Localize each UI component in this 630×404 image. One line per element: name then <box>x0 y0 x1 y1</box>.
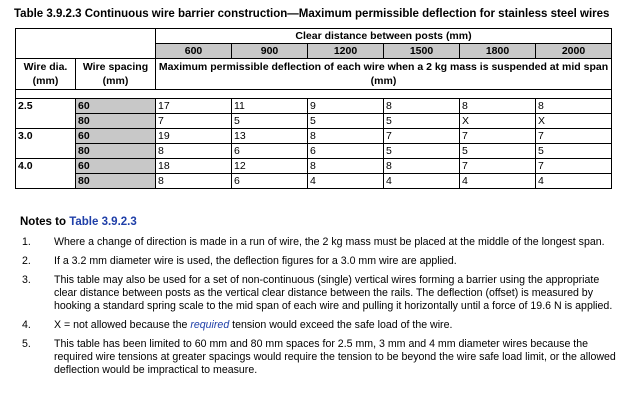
notes-title-prefix: Notes to <box>20 216 70 228</box>
note-text: This table has been limited to 60 mm and 80 mm spaces for 2.5 mm, 3 mm and 4 mm diameter wires because the required wire tensions at greater spacings would require the tension to be beyond the wire safe load limit, or the allowed deflection would be impractical to measure. <box>54 338 616 376</box>
distance-header: 600 <box>156 44 232 59</box>
spacing-cell: 60 <box>76 99 156 114</box>
value-cell: 13 <box>232 129 308 144</box>
wire-spacing-header: Wire spacing (mm) <box>76 59 156 90</box>
value-cell: 4 <box>536 174 612 189</box>
spacing-cell: 80 <box>76 114 156 129</box>
value-cell: 4 <box>384 174 460 189</box>
value-cell: 5 <box>384 144 460 159</box>
value-cell: 7 <box>384 129 460 144</box>
list-item <box>20 274 616 313</box>
value-cell: X <box>460 114 536 129</box>
note-text-before: X = not allowed because the <box>54 319 191 331</box>
value-cell: 8 <box>536 99 612 114</box>
list-item <box>20 338 616 377</box>
value-cell: 19 <box>156 129 232 144</box>
distance-header: 900 <box>232 44 308 59</box>
value-cell: 5 <box>536 144 612 159</box>
spacing-cell: 60 <box>76 159 156 174</box>
notes-list <box>20 236 616 383</box>
spacing-cell: 60 <box>76 129 156 144</box>
value-cell: 7 <box>460 129 536 144</box>
value-cell: 6 <box>232 144 308 159</box>
table-corner-lower <box>16 44 156 59</box>
value-cell: 5 <box>232 114 308 129</box>
value-cell: 5 <box>384 114 460 129</box>
clear-distance-header: Clear distance between posts (mm) <box>156 29 612 44</box>
value-cell: 8 <box>156 174 232 189</box>
distance-header: 1500 <box>384 44 460 59</box>
value-cell: 7 <box>536 129 612 144</box>
table-title: Table 3.9.2.3 Continuous wire barrier construction—Maximum permissible deflection for stainless steel wires <box>14 8 610 20</box>
note-number: 1. <box>22 236 31 248</box>
note-number: 2. <box>22 255 31 267</box>
required-emphasis: required <box>190 319 230 331</box>
value-cell: 7 <box>156 114 232 129</box>
value-cell: 7 <box>536 159 612 174</box>
wire-dia-cell: 3.0 <box>16 129 76 159</box>
value-cell: 8 <box>156 144 232 159</box>
value-cell: 18 <box>156 159 232 174</box>
spacer-row <box>16 90 612 99</box>
value-cell: 6 <box>232 174 308 189</box>
value-cell: 6 <box>308 144 384 159</box>
wire-dia-cell: 4.0 <box>16 159 76 189</box>
value-cell: 8 <box>384 159 460 174</box>
distance-header: 1200 <box>308 44 384 59</box>
note-number: 5. <box>22 338 31 350</box>
distance-header: 1800 <box>460 44 536 59</box>
max-deflection-header: Maximum permissible deflection of each wire when a 2 kg mass is suspended at mid span (mm) <box>156 59 612 90</box>
value-cell: 5 <box>308 114 384 129</box>
value-cell: 4 <box>460 174 536 189</box>
value-cell: 8 <box>384 99 460 114</box>
wire-dia-cell: 2.5 <box>16 99 76 129</box>
note-text-after: tension would exceed the safe load of the wire. <box>229 319 453 331</box>
value-cell: 9 <box>308 99 384 114</box>
note-text: Where a change of direction is made in a run of wire, the 2 kg mass must be placed at the middle of the longest span. <box>54 236 605 248</box>
table-corner <box>16 29 156 44</box>
wire-dia-header: Wire dia. (mm) <box>16 59 76 90</box>
list-item <box>20 255 616 268</box>
value-cell: 17 <box>156 99 232 114</box>
value-cell: 8 <box>308 159 384 174</box>
value-cell: 12 <box>232 159 308 174</box>
spacing-cell: 80 <box>76 144 156 159</box>
value-cell: 5 <box>460 144 536 159</box>
note-number: 3. <box>22 274 31 286</box>
note-number: 4. <box>22 319 31 331</box>
deflection-table <box>15 28 612 189</box>
list-item <box>20 236 616 249</box>
value-cell: 4 <box>308 174 384 189</box>
notes-title <box>20 216 137 228</box>
note-text <box>54 319 616 332</box>
value-cell: 8 <box>460 99 536 114</box>
note-text: This table may also be used for a set of non-continuous (single) vertical wires forming a barrier using the appropriate clear distance between posts as the vertical clear distance between the rails. The deflection (offset) is measured by hooking a standard spring scale to the mid span of each wire and pulling it horizontally until a force of 19.6 N is applied. <box>54 274 613 312</box>
table-link[interactable]: Table 3.9.2.3 <box>69 216 137 228</box>
distance-header: 2000 <box>536 44 612 59</box>
list-item <box>20 319 616 332</box>
value-cell: 7 <box>460 159 536 174</box>
spacing-cell: 80 <box>76 174 156 189</box>
note-text: If a 3.2 mm diameter wire is used, the deflection figures for a 3.0 mm wire are applied. <box>54 255 457 267</box>
value-cell: 8 <box>308 129 384 144</box>
value-cell: 11 <box>232 99 308 114</box>
value-cell: X <box>536 114 612 129</box>
